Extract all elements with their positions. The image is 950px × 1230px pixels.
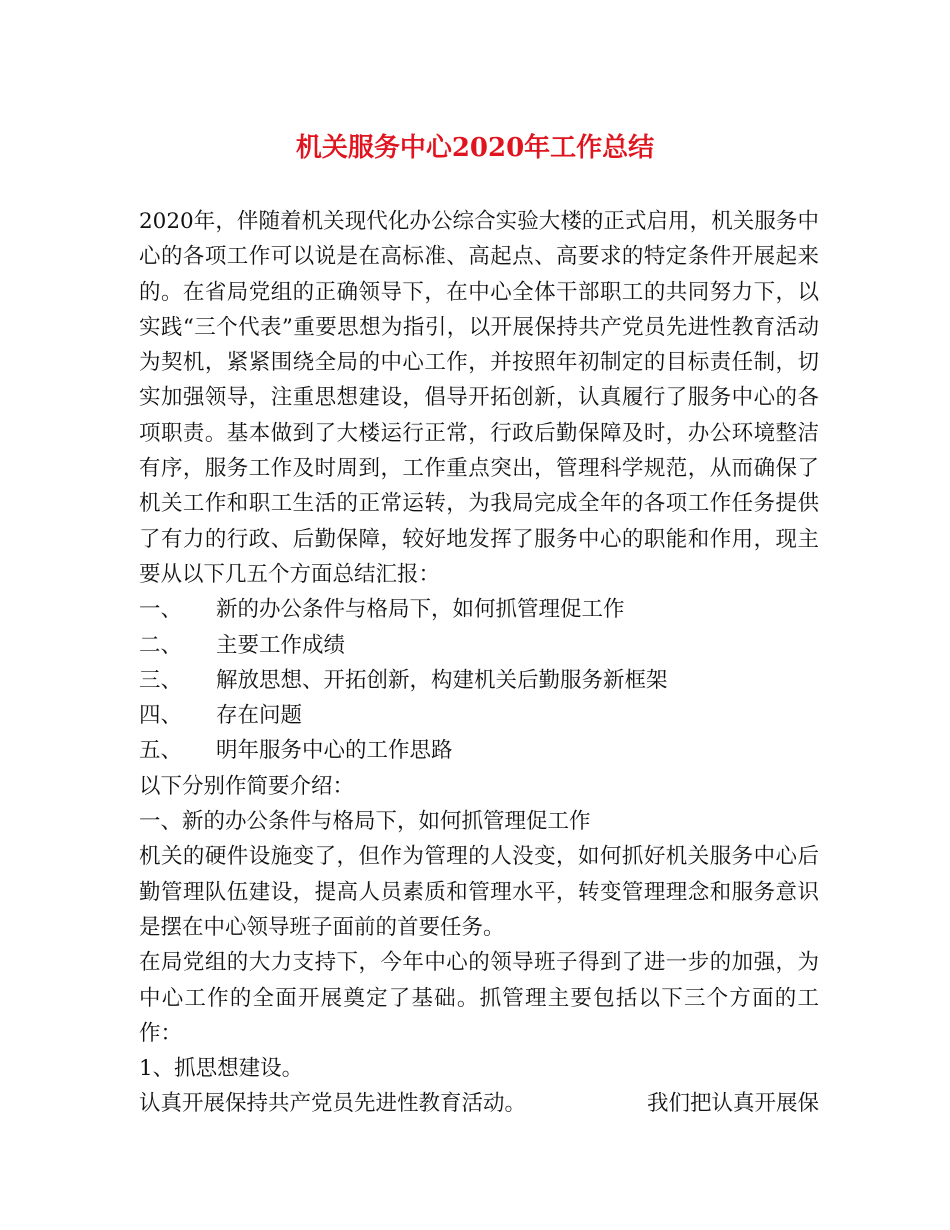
outline-text: 新的办公条件与格局下，如何抓管理促工作 [216, 597, 625, 623]
document-body [139, 204, 819, 1122]
outline-list [139, 592, 819, 768]
outline-item [139, 698, 819, 733]
outline-number: 三、 [139, 667, 183, 693]
outline-text: 明年服务中心的工作思路 [216, 738, 453, 764]
outline-item [139, 733, 819, 768]
lead-in-text: 以下分别作简要介绍： [139, 773, 355, 799]
outline-text: 主要工作成绩 [216, 632, 346, 658]
outline-text: 解放思想、开拓创新，构建机关后勤服务新框架 [216, 667, 668, 693]
intro-paragraph: 2020年，伴随着机关现代化办公综合实验大楼的正式启用，机关服务中心的各项工作可以说是在高标准、高起点、高要求的特定条件开展起来的。在省局党组的正确领导下，在中心全体干部职工的共同努力下，以实践“三个代表”重要思想为指引，以开展保持共产党员先进性教育活动为契机，紧紧围绕全局的中心工作，并按照年初制定的目标责任制，切实加强领导，注重思想建设，倡导开拓创新，认真履行了服务中心的各项职责。基本做到了大楼运行正常，行政后勤保障及时，办公环境整洁有序，服务工作及时周到，工作重点突出，管理科学规范，从而确保了机关工作和职工生活的正常运转，为我局完成全年的各项工作任务提供了有力的行政、后勤保障，较好地发挥了服务中心的职能和作用，现主要从以下几五个方面总结汇报： [139, 209, 819, 587]
outline-item [139, 628, 819, 663]
last-line [139, 1086, 819, 1121]
outline-number: 二、 [139, 632, 183, 658]
last-line-left-text: 认真开展保持共产党员先进性教育活动。 [139, 1091, 527, 1117]
outline-number: 四、 [139, 703, 183, 729]
outline-item [139, 663, 819, 698]
document-title: 机关服务中心2020年工作总结 [295, 133, 655, 163]
section-paragraph: 机关的硬件设施变了，但作为管理的人没变，如何抓好机关服务中心后勤管理队伍建设，提高人员素质和管理水平，转变管理理念和服务意识是摆在中心领导班子面前的首要任务。 [139, 844, 819, 940]
item-heading: 1、抓思想建设。 [139, 1056, 304, 1082]
outline-number: 五、 [139, 738, 183, 764]
section-heading: 一、新的办公条件与格局下，如何抓管理促工作 [139, 809, 591, 835]
section-paragraph: 在局党组的大力支持下，今年中心的领导班子得到了进一步的加强，为中心工作的全面开展奠定了基础。抓管理主要包括以下三个方面的工作： [139, 950, 819, 1046]
outline-number: 一、 [139, 597, 183, 623]
outline-text: 存在问题 [216, 703, 303, 729]
outline-item [139, 592, 819, 627]
last-line-right-text: 我们把认真开展保 [646, 1091, 819, 1117]
